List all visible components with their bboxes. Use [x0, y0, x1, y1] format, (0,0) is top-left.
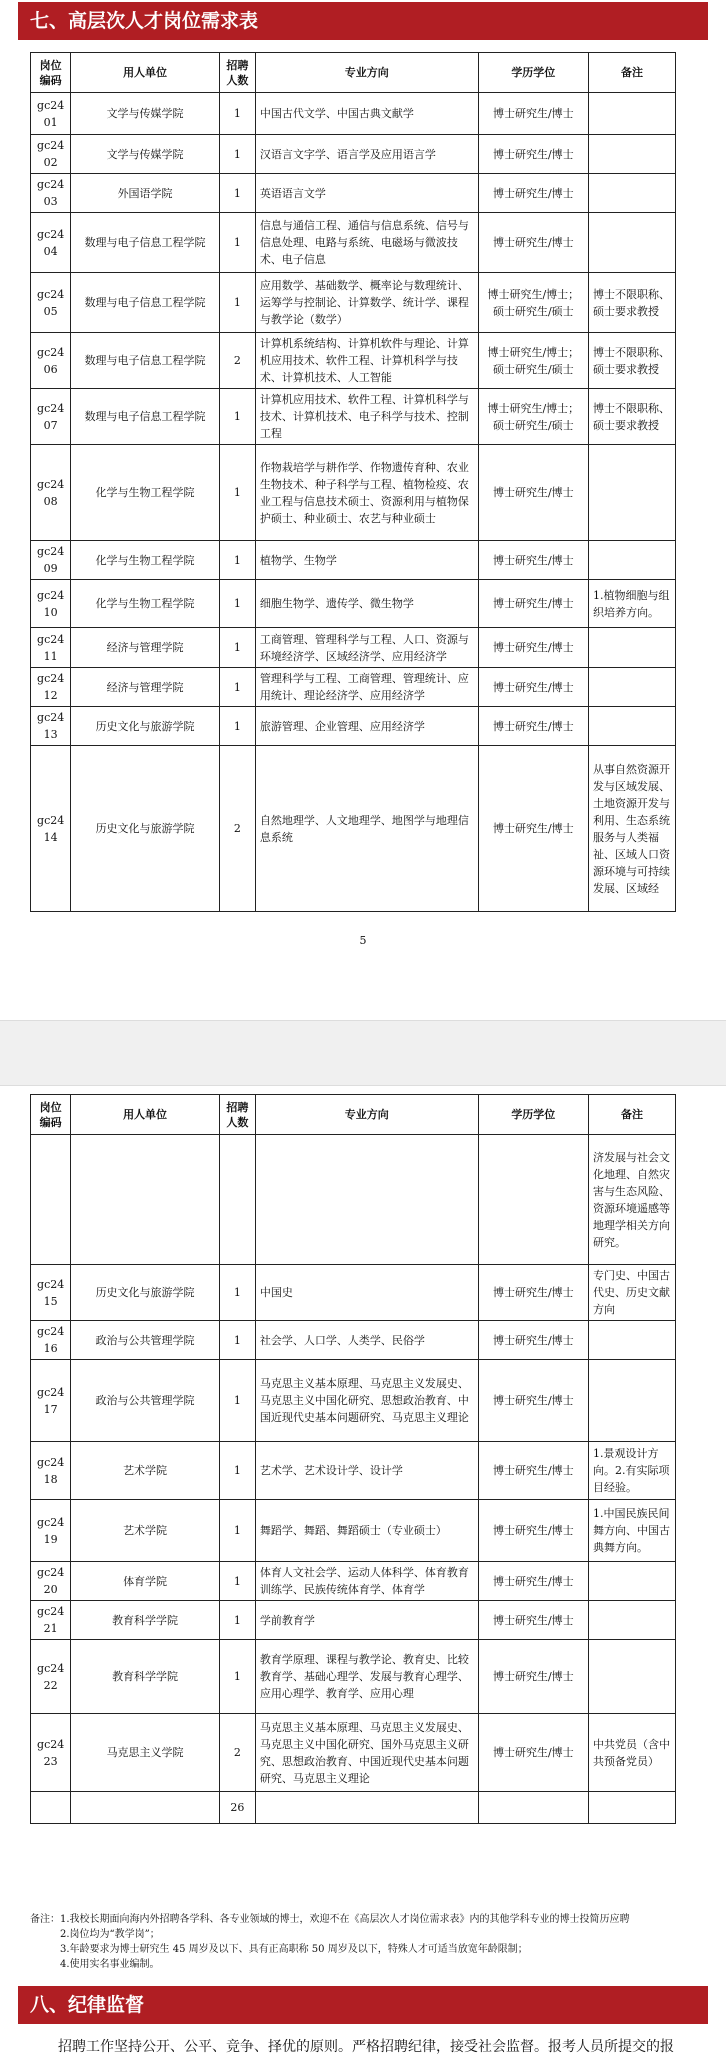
major-direction-cell: 信息与通信工程、通信与信息系统、信号与信息处理、电路与系统、电磁场与微波技术、电子信息 — [255, 213, 478, 273]
major-direction-cell: 工商管理、管理科学与工程、人口、资源与环境经济学、区域经济学、应用经济学 — [255, 628, 478, 668]
major-direction-cell: 马克思主义基本原理、马克思主义发展史、马克思主义中国化研究、国外马克思主义研究、思想政治教育、中国近现代史基本问题研究、马克思主义理论 — [255, 1714, 478, 1792]
table-row — [31, 93, 676, 135]
remark-cell — [588, 628, 675, 668]
hire-count-cell: 1 — [219, 445, 255, 541]
position-code-cell: gc2420 — [31, 1562, 71, 1601]
degree-requirement-cell: 博士研究生/博士 — [478, 1500, 588, 1562]
header-remark: 备注 — [588, 53, 675, 93]
hire-count-cell: 2 — [219, 746, 255, 912]
hire-count-cell: 1 — [219, 628, 255, 668]
hire-count-cell: 1 — [219, 135, 255, 174]
position-code-cell: gc2401 — [31, 93, 71, 135]
page-gap — [0, 1020, 726, 1086]
empty-cell — [255, 1792, 478, 1824]
position-code-cell: gc2412 — [31, 668, 71, 707]
section-7-heading: 七、高层次人才岗位需求表 — [18, 2, 708, 40]
degree-requirement-cell: 博士研究生/博士 — [478, 541, 588, 580]
hire-count-cell: 1 — [219, 541, 255, 580]
degree-requirement-cell: 博士研究生/博士 — [478, 1360, 588, 1442]
table-row — [31, 389, 676, 445]
major-direction-cell: 英语语言文学 — [255, 174, 478, 213]
note-line: 4.使用实名事业编制。 — [60, 1959, 160, 1970]
remark-cell: 济发展与社会文化地理、自然灾害与生态风险、资源环境遥感等地理学相关方向研究。 — [588, 1135, 675, 1265]
hire-count-cell: 1 — [219, 213, 255, 273]
remark-cell: 1.中国民族民间舞方向、中国古典舞方向。 — [588, 1500, 675, 1562]
table-row — [31, 580, 676, 628]
degree-requirement-cell: 博士研究生/博士 — [478, 1265, 588, 1321]
remark-cell: 从事自然资源开发与区域发展、土地资源开发与利用、生态系统服务与人类福祉、区域人口资源环境与可持续发展、区域经 — [588, 746, 675, 912]
degree-requirement-cell: 博士研究生/博士 — [478, 1321, 588, 1360]
employer-unit-cell: 数理与电子信息工程学院 — [71, 213, 220, 273]
hire-count-cell: 1 — [219, 1562, 255, 1601]
table-row — [31, 1265, 676, 1321]
total-row — [31, 1792, 676, 1824]
position-code-cell: gc2416 — [31, 1321, 71, 1360]
remark-cell — [588, 174, 675, 213]
header-major: 专业方向 — [255, 53, 478, 93]
remark-cell — [588, 1321, 675, 1360]
remark-cell — [588, 707, 675, 746]
major-direction-cell: 计算机系统结构、计算机软件与理论、计算机应用技术、软件工程、计算机科学与技术、计算机技术、人工智能 — [255, 333, 478, 389]
remark-cell — [588, 213, 675, 273]
position-code-cell: gc2408 — [31, 445, 71, 541]
major-direction-cell: 汉语言文字学、语言学及应用语言学 — [255, 135, 478, 174]
remark-cell — [588, 445, 675, 541]
hire-count-cell: 1 — [219, 1265, 255, 1321]
degree-requirement-cell: 博士研究生/博士 — [478, 707, 588, 746]
remark-cell: 博士不限职称、硕士要求教授 — [588, 389, 675, 445]
position-code-cell: gc2423 — [31, 1714, 71, 1792]
position-code-cell: gc2422 — [31, 1640, 71, 1714]
major-direction-cell: 艺术学、艺术设计学、设计学 — [255, 1442, 478, 1500]
remark-cell — [588, 1360, 675, 1442]
hire-count-cell: 1 — [219, 273, 255, 333]
major-direction-cell: 社会学、人口学、人类学、民俗学 — [255, 1321, 478, 1360]
empty-cell — [31, 1792, 71, 1824]
remark-cell: 1.景观设计方向。2.有实际项目经验。 — [588, 1442, 675, 1500]
position-code-cell: gc2419 — [31, 1500, 71, 1562]
major-direction-cell: 旅游管理、企业管理、应用经济学 — [255, 707, 478, 746]
talent-table-part2 — [30, 1094, 676, 1824]
table-row — [31, 1500, 676, 1562]
hire-count-cell: 1 — [219, 580, 255, 628]
remark-cell — [588, 1562, 675, 1601]
degree-requirement-cell: 博士研究生/博士 — [478, 628, 588, 668]
major-direction-cell: 中国古代文学、中国古典文献学 — [255, 93, 478, 135]
page-number: 5 — [359, 934, 367, 947]
hire-count-cell: 1 — [219, 1360, 255, 1442]
major-direction-cell: 舞蹈学、舞蹈、舞蹈硕士（专业硕士） — [255, 1500, 478, 1562]
degree-requirement-cell: 博士研究生/博士 — [478, 213, 588, 273]
employer-unit-cell — [71, 1135, 220, 1265]
table-row — [31, 1135, 676, 1265]
header-count: 招聘人数 — [219, 1095, 255, 1135]
table-row — [31, 668, 676, 707]
employer-unit-cell: 艺术学院 — [71, 1500, 220, 1562]
employer-unit-cell: 历史文化与旅游学院 — [71, 746, 220, 912]
table-row — [31, 333, 676, 389]
hire-count-cell — [219, 1135, 255, 1265]
table-row — [31, 1562, 676, 1601]
employer-unit-cell: 经济与管理学院 — [71, 628, 220, 668]
position-code-cell: gc2402 — [31, 135, 71, 174]
major-direction-cell: 自然地理学、人文地理学、地图学与地理信息系统 — [255, 746, 478, 912]
position-code-cell: gc2421 — [31, 1601, 71, 1640]
hire-count-cell: 2 — [219, 333, 255, 389]
empty-cell — [478, 1792, 588, 1824]
degree-requirement-cell: 博士研究生/博士 — [478, 93, 588, 135]
position-code-cell: gc2409 — [31, 541, 71, 580]
major-direction-cell: 管理科学与工程、工商管理、管理统计、应用统计、理论经济学、应用经济学 — [255, 668, 478, 707]
remark-cell: 1.植物细胞与组织培养方向。 — [588, 580, 675, 628]
degree-requirement-cell: 博士研究生/博士 — [478, 1562, 588, 1601]
employer-unit-cell: 数理与电子信息工程学院 — [71, 333, 220, 389]
position-code-cell: gc2403 — [31, 174, 71, 213]
table-row — [31, 445, 676, 541]
remark-cell — [588, 1640, 675, 1714]
degree-requirement-cell: 博士研究生/博士 — [478, 1640, 588, 1714]
position-code-cell: gc2406 — [31, 333, 71, 389]
major-direction-cell: 应用数学、基础数学、概率论与数理统计、运筹学与控制论、计算数学、统计学、课程与教学论（数学） — [255, 273, 478, 333]
hire-count-cell: 1 — [219, 707, 255, 746]
degree-requirement-cell: 博士研究生/博士 — [478, 445, 588, 541]
major-direction-cell: 教育学原理、课程与教学论、教育史、比较教育学、基础心理学、发展与教育心理学、应用心理学、教育学、应用心理 — [255, 1640, 478, 1714]
employer-unit-cell: 化学与生物工程学院 — [71, 445, 220, 541]
major-direction-cell: 植物学、生物学 — [255, 541, 478, 580]
position-code-cell: gc2414 — [31, 746, 71, 912]
remark-cell: 博士不限职称、硕士要求教授 — [588, 333, 675, 389]
position-code-cell: gc2418 — [31, 1442, 71, 1500]
hire-count-cell: 1 — [219, 1601, 255, 1640]
note-line: 备注：1.我校长期面向海内外招聘各学科、各专业领域的博士，欢迎不在《高层次人才岗位需求表》内的其他学科专业的博士投简历应聘 — [30, 1914, 630, 1925]
position-code-cell: gc2410 — [31, 580, 71, 628]
hire-count-cell: 1 — [219, 1640, 255, 1714]
hire-count-cell: 1 — [219, 668, 255, 707]
remark-cell: 博士不限职称、硕士要求教授 — [588, 273, 675, 333]
table-row — [31, 1640, 676, 1714]
employer-unit-cell: 政治与公共管理学院 — [71, 1360, 220, 1442]
position-code-cell: gc2407 — [31, 389, 71, 445]
table-row — [31, 213, 676, 273]
major-direction-cell: 体育人文社会学、运动人体科学、体育教育训练学、民族传统体育学、体育学 — [255, 1562, 478, 1601]
table-row — [31, 707, 676, 746]
remark-cell: 专门史、中国古代史、历史文献方向 — [588, 1265, 675, 1321]
position-code-cell — [31, 1135, 71, 1265]
remark-cell — [588, 93, 675, 135]
hire-count-cell: 1 — [219, 389, 255, 445]
hire-count-cell: 1 — [219, 1321, 255, 1360]
position-code-cell: gc2411 — [31, 628, 71, 668]
degree-requirement-cell — [478, 1135, 588, 1265]
degree-requirement-cell: 博士研究生/博士；硕士研究生/硕士 — [478, 389, 588, 445]
degree-requirement-cell: 博士研究生/博士 — [478, 668, 588, 707]
remark-cell — [588, 135, 675, 174]
talent-table-part1 — [30, 52, 676, 912]
employer-unit-cell: 教育科学学院 — [71, 1640, 220, 1714]
table-row — [31, 1714, 676, 1792]
total-count-cell: 26 — [219, 1792, 255, 1824]
major-direction-cell: 计算机应用技术、软件工程、计算机科学与技术、计算机技术、电子科学与技术、控制工程 — [255, 389, 478, 445]
hire-count-cell: 2 — [219, 1714, 255, 1792]
table-row — [31, 1360, 676, 1442]
header-unit: 用人单位 — [71, 53, 220, 93]
table-row — [31, 541, 676, 580]
empty-cell — [71, 1792, 220, 1824]
employer-unit-cell: 历史文化与旅游学院 — [71, 1265, 220, 1321]
degree-requirement-cell: 博士研究生/博士；硕士研究生/硕士 — [478, 273, 588, 333]
position-code-cell: gc2417 — [31, 1360, 71, 1442]
table-row — [31, 1442, 676, 1500]
hire-count-cell: 1 — [219, 1442, 255, 1500]
header-degree: 学历学位 — [478, 53, 588, 93]
employer-unit-cell: 数理与电子信息工程学院 — [71, 273, 220, 333]
note-line: 3.年龄要求为博士研究生 45 周岁及以下、具有正高职称 50 周岁及以下，特殊人才可适当放宽年龄限制； — [60, 1944, 528, 1955]
header-major: 专业方向 — [255, 1095, 478, 1135]
employer-unit-cell: 体育学院 — [71, 1562, 220, 1601]
header-count: 招聘人数 — [219, 53, 255, 93]
degree-requirement-cell: 博士研究生/博士 — [478, 746, 588, 912]
position-code-cell: gc2404 — [31, 213, 71, 273]
hire-count-cell: 1 — [219, 93, 255, 135]
degree-requirement-cell: 博士研究生/博士 — [478, 174, 588, 213]
table-row — [31, 746, 676, 912]
table-row — [31, 174, 676, 213]
empty-cell — [588, 1792, 675, 1824]
employer-unit-cell: 化学与生物工程学院 — [71, 580, 220, 628]
employer-unit-cell: 文学与传媒学院 — [71, 93, 220, 135]
position-code-cell: gc2413 — [31, 707, 71, 746]
table-row — [31, 1601, 676, 1640]
remark-cell: 中共党员（含中共预备党员） — [588, 1714, 675, 1792]
header-code: 岗位编码 — [31, 53, 71, 93]
major-direction-cell: 马克思主义基本原理、马克思主义发展史、马克思主义中国化研究、思想政治教育、中国近现代史基本问题研究、马克思主义理论 — [255, 1360, 478, 1442]
hire-count-cell: 1 — [219, 174, 255, 213]
employer-unit-cell: 经济与管理学院 — [71, 668, 220, 707]
degree-requirement-cell: 博士研究生/博士 — [478, 1601, 588, 1640]
hire-count-cell: 1 — [219, 1500, 255, 1562]
employer-unit-cell: 外国语学院 — [71, 174, 220, 213]
major-direction-cell: 细胞生物学、遗传学、微生物学 — [255, 580, 478, 628]
employer-unit-cell: 历史文化与旅游学院 — [71, 707, 220, 746]
header-unit: 用人单位 — [71, 1095, 220, 1135]
remark-cell — [588, 668, 675, 707]
degree-requirement-cell: 博士研究生/博士 — [478, 1442, 588, 1500]
table-row — [31, 135, 676, 174]
header-degree: 学历学位 — [478, 1095, 588, 1135]
table-row — [31, 273, 676, 333]
degree-requirement-cell: 博士研究生/博士 — [478, 580, 588, 628]
employer-unit-cell: 政治与公共管理学院 — [71, 1321, 220, 1360]
employer-unit-cell: 化学与生物工程学院 — [71, 541, 220, 580]
header-remark: 备注 — [588, 1095, 675, 1135]
employer-unit-cell: 文学与传媒学院 — [71, 135, 220, 174]
table-row — [31, 628, 676, 668]
table-row — [31, 1321, 676, 1360]
remark-cell — [588, 541, 675, 580]
section-8-heading: 八、纪律监督 — [18, 1986, 708, 2024]
employer-unit-cell: 艺术学院 — [71, 1442, 220, 1500]
degree-requirement-cell: 博士研究生/博士 — [478, 1714, 588, 1792]
employer-unit-cell: 马克思主义学院 — [71, 1714, 220, 1792]
major-direction-cell: 中国史 — [255, 1265, 478, 1321]
employer-unit-cell: 教育科学学院 — [71, 1601, 220, 1640]
degree-requirement-cell: 博士研究生/博士 — [478, 135, 588, 174]
employer-unit-cell: 数理与电子信息工程学院 — [71, 389, 220, 445]
remark-cell — [588, 1601, 675, 1640]
position-code-cell: gc2415 — [31, 1265, 71, 1321]
note-line: 2.岗位均为“教学岗”； — [60, 1929, 160, 1940]
position-code-cell: gc2405 — [31, 273, 71, 333]
table-notes — [30, 1912, 680, 1972]
major-direction-cell: 学前教育学 — [255, 1601, 478, 1640]
major-direction-cell: 作物栽培学与耕作学、作物遗传育种、农业生物技术、种子科学与工程、植物检疫、农业工程与信息技术硕士、资源利用与植物保护硕士、种业硕士、农艺与种业硕士 — [255, 445, 478, 541]
major-direction-cell — [255, 1135, 478, 1265]
header-code: 岗位编码 — [31, 1095, 71, 1135]
degree-requirement-cell: 博士研究生/博士；硕士研究生/硕士 — [478, 333, 588, 389]
section-8-paragraph: 招聘工作坚持公开、公平、竞争、择优的原则。严格招聘纪律，接受社会监督。报考人员所提交的报 — [58, 2039, 674, 2055]
